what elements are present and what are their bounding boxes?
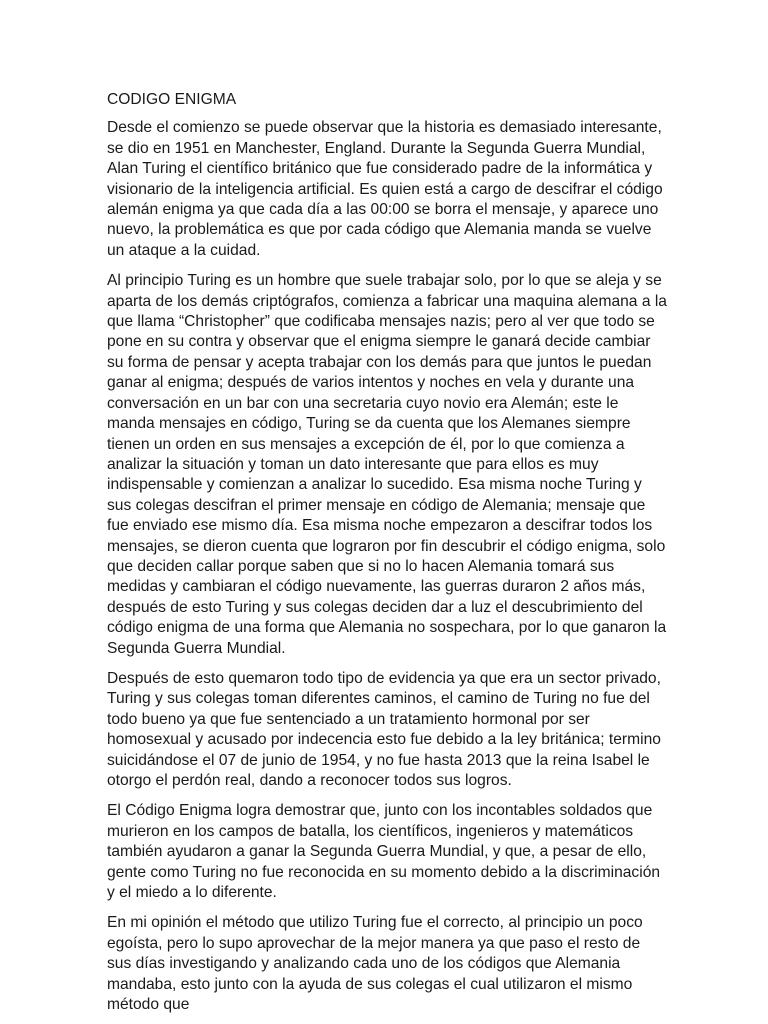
paragraph-2: Al principio Turing es un hombre que suele trabajar solo, por lo que se aleja y se aparta de los demás criptógrafos, comienza a fabricar una maquina alemana a la que llama “Christopher” que codificaba mensajes nazis; pero al ver que todo se pone en su contra y observar que el enigma siempre le ganará decide cambiar su forma de pensar y acepta trabajar con los demás para que juntos le puedan ganar al enigma; después de varios intentos y noches en vela y durante una conversación en un bar con una secretaria cuyo novio era Alemán; este le manda mensajes en código, Turing se da cuenta que los Alemanes siempre tienen un orden en sus mensajes a excepción de él, por lo que comienza a analizar la situación y toman un dato interesante que para ellos es muy indispensable y comienzan a analizar lo sucedido. Esa misma noche Turing y sus colegas descifran el primer mensaje en código de Alemania; mensaje que fue enviado ese mismo día. Esa misma noche empezaron a descifrar todos los mensajes, se dieron cuenta que lograron por fin descubrir el código enigma, solo que deciden callar porque saben que si no lo hacen Alemania tomará sus medidas y cambiaran el código nuevamente, las guerras duraron 2 años más, después de esto Turing y sus colegas deciden dar a luz el descubrimiento del código enigma de una forma que Alemania no sospechara, por lo que ganaron la Segunda Guerra Mundial. xyxy=(107,272,667,657)
document-title: CODIGO ENIGMA xyxy=(107,91,237,108)
paragraph-4: El Código Enigma logra demostrar que, junto con los incontables soldados que murieron en los campos de batalla, los científicos, ingenieros y matemáticos también ayudaron a ganar la Segunda Guerra Mundial, y que, a pesar de ello, gente como Turing no fue reconocida en su momento debido a la discriminación y el miedo a lo diferente. xyxy=(107,802,661,902)
paragraph-1: Desde el comienzo se puede observar que la historia es demasiado interesante, se dio en 1951 en Manchester, England. Durante la Segunda Guerra Mundial, Alan Turing el científico británico que fue considerado padre de la informática y visionario de la inteligencia artificial. Es quien está a cargo de descifrar el código alemán enigma ya que cada día a las 00:00 se borra el mensaje, y aparece uno nuevo, la problemática es que por cada código que Alemania manda se vuelve un ataque a la cuidad. xyxy=(107,119,663,259)
paragraph-5: En mi opinión el método que utilizo Turing fue el correcto, al principio un poco egoísta, pero lo supo aprovechar de la mejor manera ya que paso el resto de sus días investigando y analizando cada uno de los códigos que Alemania mandaba, esto junto con la ayuda de sus colegas el cual utilizaron el mismo método que xyxy=(107,914,643,1014)
paragraph-3: Después de esto quemaron todo tipo de evidencia ya que era un sector privado, Turing y sus colegas toman diferentes caminos, el camino de Turing no fue del todo bueno ya que fue sentenciado a un tratamiento hormonal por ser homosexual y acusado por indecencia esto fue debido a la ley británica; termino suicidándose el 07 de junio de 1954, y no fue hasta 2013 que la reina Isabel le otorgo el perdón real, dando a reconocer todos sus logros. xyxy=(107,669,661,789)
